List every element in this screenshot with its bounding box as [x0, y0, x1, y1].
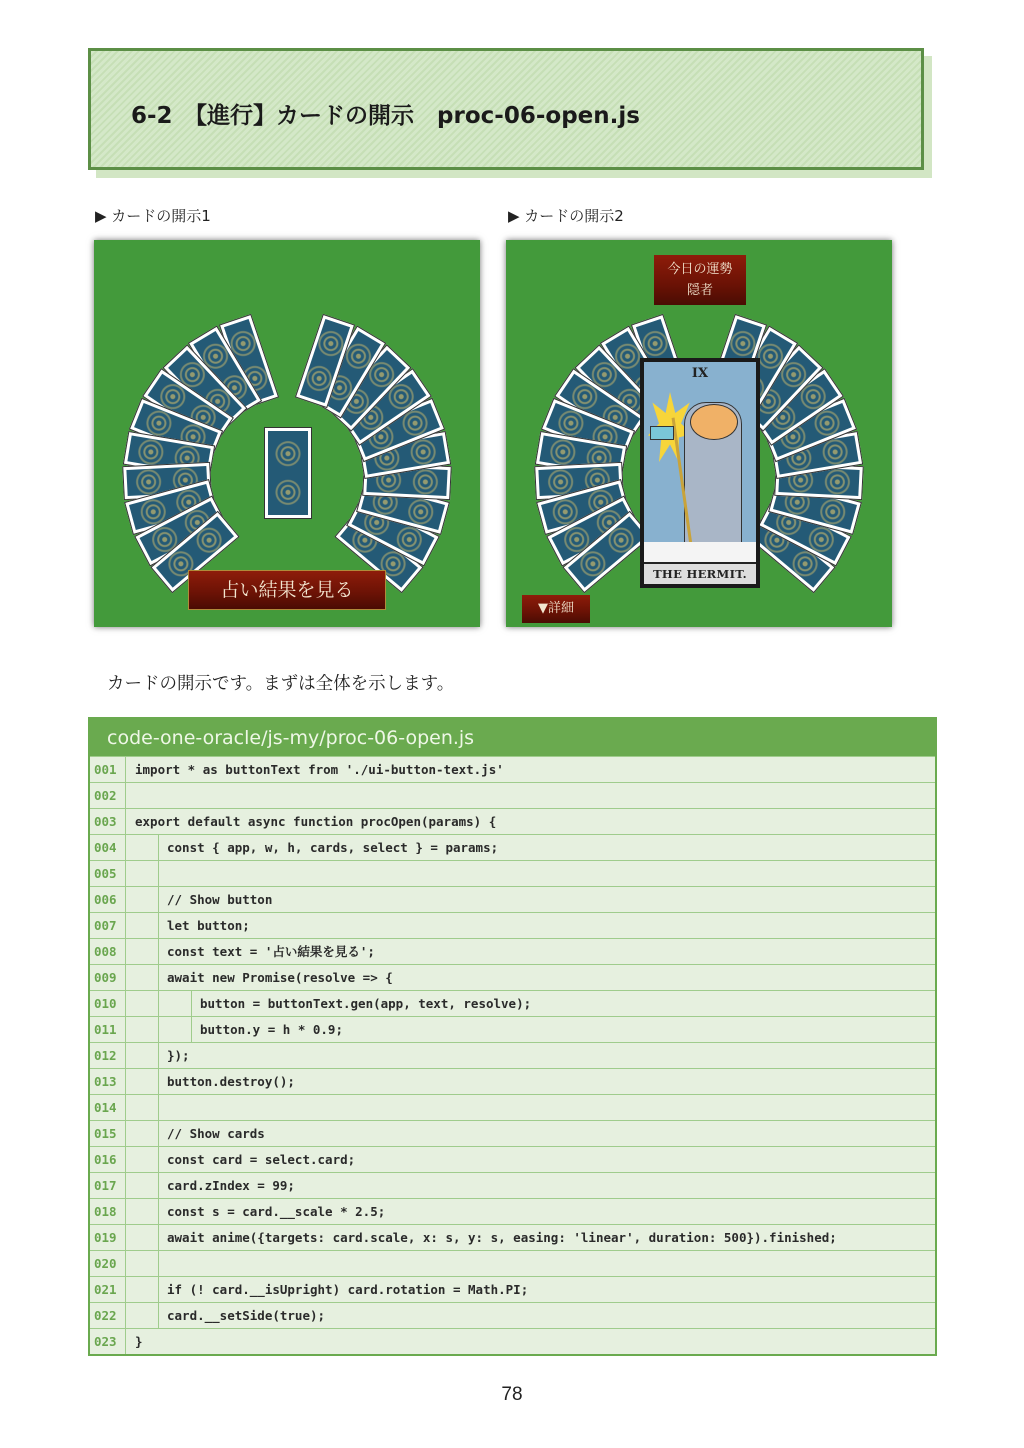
indent-guide — [159, 991, 192, 1016]
indent-guide — [126, 1069, 159, 1094]
line-number: 014 — [90, 1095, 126, 1120]
lantern-icon — [650, 426, 674, 440]
page-number: 78 — [501, 1384, 523, 1405]
code-text: import * as buttonText from './ui-button-text.js' — [135, 762, 504, 777]
line-number: 023 — [90, 1329, 126, 1354]
code-text: } — [135, 1334, 143, 1349]
code-line — [90, 990, 935, 1016]
code-text: card.__setSide(true); — [167, 1308, 326, 1323]
hermit-card — [640, 358, 760, 588]
code-text: export default async function procOpen(params) { — [135, 814, 497, 829]
line-number: 005 — [90, 861, 126, 886]
code-text: const { app, w, h, cards, select } = params; — [167, 840, 499, 855]
code-line — [90, 1120, 935, 1146]
line-number: 002 — [90, 783, 126, 808]
code-line — [90, 1016, 935, 1042]
code-text: // Show cards — [167, 1126, 265, 1141]
indent-guide — [126, 939, 159, 964]
line-number: 009 — [90, 965, 126, 990]
line-number: 006 — [90, 887, 126, 912]
code-text: button.y = h * 0.9; — [200, 1022, 343, 1037]
line-number: 008 — [90, 939, 126, 964]
code-line — [90, 808, 935, 834]
indent-guide — [126, 1095, 159, 1120]
indent-guide — [126, 1277, 159, 1302]
figure-2-label: ▶ カードの開示2 — [508, 207, 624, 225]
code-text: button.destroy(); — [167, 1074, 295, 1089]
code-text: }); — [167, 1048, 190, 1063]
code-line — [90, 782, 935, 808]
line-number: 019 — [90, 1225, 126, 1250]
line-number: 001 — [90, 757, 126, 782]
code-line — [90, 1276, 935, 1302]
code-text: if (! card.__isUpright) card.rotation = Math.PI; — [167, 1282, 529, 1297]
figure-1-label: ▶ カードの開示1 — [95, 207, 211, 225]
indent-guide — [126, 861, 159, 886]
code-text: card.zIndex = 99; — [167, 1178, 295, 1193]
screenshot-card-open-2 — [506, 240, 892, 627]
line-number: 022 — [90, 1303, 126, 1328]
indent-guide — [126, 1017, 159, 1042]
code-line — [90, 912, 935, 938]
fortune-result: 隠者 — [686, 283, 713, 298]
code-line — [90, 834, 935, 860]
indent-guide — [126, 965, 159, 990]
indent-guide — [126, 1225, 159, 1250]
indent-guide — [126, 1043, 159, 1068]
code-line — [90, 886, 935, 912]
indent-guide — [126, 1147, 159, 1172]
code-line — [90, 1068, 935, 1094]
code-line — [90, 1198, 935, 1224]
show-result-button[interactable]: 占い結果を見る — [188, 570, 386, 610]
indent-guide — [126, 1251, 159, 1276]
indent-guide — [126, 991, 159, 1016]
code-line — [90, 756, 935, 782]
code-line — [90, 1172, 935, 1198]
code-text: await anime({targets: card.scale, x: s, y: s, easing: 'linear', duration: 500}).finished; — [167, 1230, 837, 1245]
code-text: // Show button — [167, 892, 273, 907]
code-line — [90, 1250, 935, 1276]
line-number: 018 — [90, 1199, 126, 1224]
line-number: 021 — [90, 1277, 126, 1302]
code-text: button = buttonText.gen(app, text, resolve); — [200, 996, 532, 1011]
fortune-label — [654, 255, 746, 305]
center-card — [264, 427, 312, 519]
detail-button[interactable]: ▼詳細 — [522, 595, 590, 623]
indent-guide — [126, 1303, 159, 1328]
indent-guide — [126, 913, 159, 938]
code-text: const s = card.__scale * 2.5; — [167, 1204, 386, 1219]
line-number: 010 — [90, 991, 126, 1016]
line-number: 013 — [90, 1069, 126, 1094]
line-number: 011 — [90, 1017, 126, 1042]
code-line — [90, 1094, 935, 1120]
card-number: IX — [691, 366, 709, 381]
code-text — [159, 861, 167, 886]
indent-guide — [126, 835, 159, 860]
screenshot-card-open-1 — [94, 240, 480, 627]
code-text — [159, 1095, 167, 1120]
indent-guide — [126, 1121, 159, 1146]
section-title: 6-2 【進行】カードの開示 proc-06-open.js — [131, 103, 640, 129]
section-heading-box — [88, 48, 924, 170]
code-line — [90, 1042, 935, 1068]
line-number: 017 — [90, 1173, 126, 1198]
code-filename: code-one-oracle/js-my/proc-06-open.js — [90, 719, 935, 756]
fortune-title: 今日の運勢 — [667, 262, 733, 277]
code-text: let button; — [167, 918, 250, 933]
code-text — [159, 1251, 167, 1276]
card-name: THE HERMIT. — [644, 562, 756, 584]
indent-guide — [126, 887, 159, 912]
line-number: 007 — [90, 913, 126, 938]
line-number: 020 — [90, 1251, 126, 1276]
hermit-face — [690, 404, 738, 440]
code-line — [90, 1302, 935, 1328]
code-text: const card = select.card; — [167, 1152, 356, 1167]
code-line — [90, 1146, 935, 1172]
line-number: 015 — [90, 1121, 126, 1146]
description-text: カードの開示です。まずは全体を示します。 — [107, 674, 455, 694]
code-line — [90, 964, 935, 990]
line-number: 003 — [90, 809, 126, 834]
code-line — [90, 860, 935, 886]
line-number: 012 — [90, 1043, 126, 1068]
line-number: 004 — [90, 835, 126, 860]
code-line — [90, 1328, 935, 1354]
code-line — [90, 1224, 935, 1250]
code-listing — [88, 717, 937, 1356]
code-line — [90, 938, 935, 964]
indent-guide — [126, 1199, 159, 1224]
line-number: 016 — [90, 1147, 126, 1172]
indent-guide — [159, 1017, 192, 1042]
code-text: const text = '占い結果を見る'; — [167, 944, 375, 959]
indent-guide — [126, 1173, 159, 1198]
code-text: await new Promise(resolve => { — [167, 970, 393, 985]
code-text — [126, 783, 135, 808]
